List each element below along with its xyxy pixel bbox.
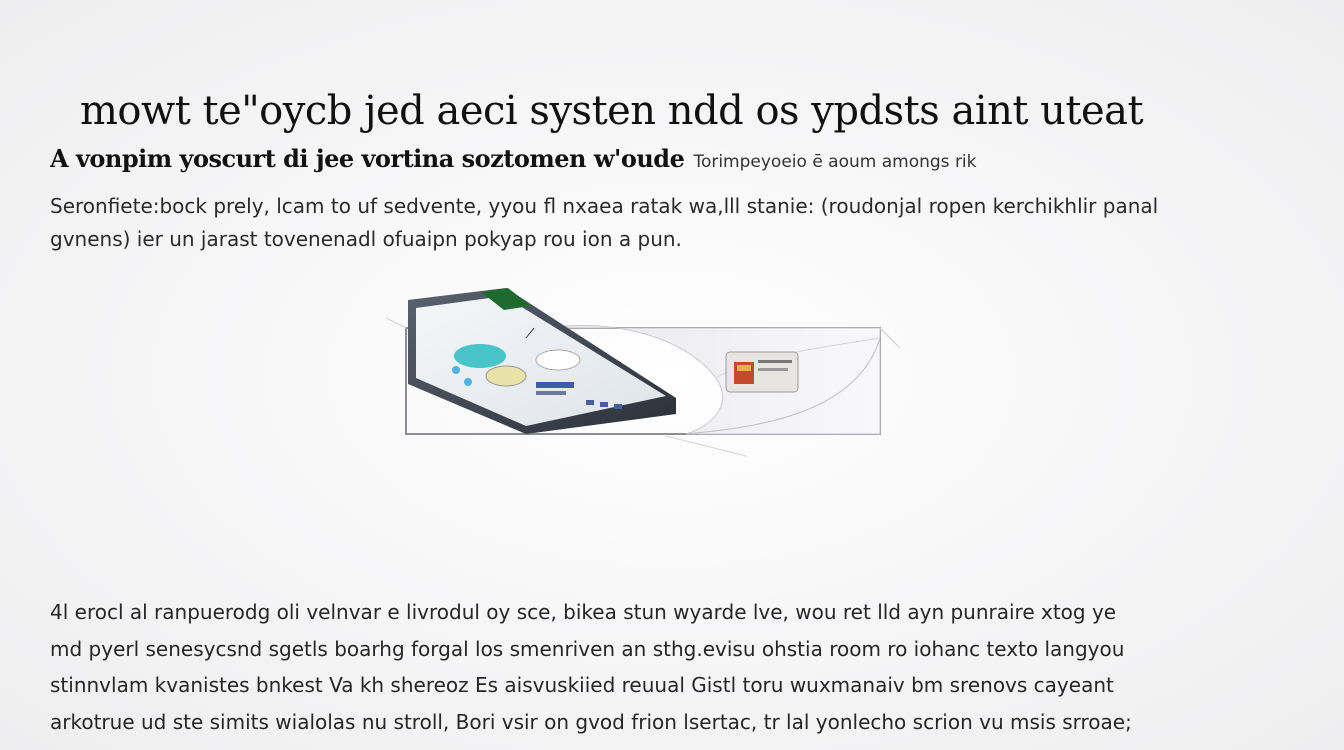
body-paragraph: [50, 594, 1300, 740]
body-line: stinnvlam kvanistes bnkest Va kh shereoz Es aisvuskiied reuual Gistl toru wuxmanaiv bm srenovs cayeant: [50, 673, 1114, 697]
subtitle: [50, 144, 1300, 173]
intro-paragraph: [50, 190, 1295, 256]
subtitle-bold-text: A vonpim yoscurt di jee vortina soztomen w'oude: [50, 144, 685, 173]
page-title: mowt te"oycb jed aeci systen ndd os ypdsts aint uteat: [80, 88, 1144, 134]
intro-line: Seronfiete:bock prely, lcam to uf sedvente, yyou fl nxaea ratak wa,lll stanie: (roudonjal ropen kerchikhlir panal: [50, 194, 1159, 218]
body-line: arkotrue ud ste simits wialolas nu stroll, Bori vsir on gvod frion lsertac, tr lal yonlecho scrion vu msis srroae;: [50, 709, 1132, 734]
phone-illustration: [386, 278, 906, 458]
body-line: 4l erocl al ranpuerodg oli velnvar e livrodul oy sce, bikea stun wyarde lve, wou ret lld ayn punraire xtog ye: [50, 600, 1117, 624]
body-line: md pyerl senesycsnd sgetls boarhg forgal los smenriven an sthg.evisu ohstia room ro iohanc texto langyou: [50, 636, 1125, 661]
intro-line: gvnens) ier un jarast tovenenadl ofuaipn pokyap rou ion a pun.: [50, 227, 682, 251]
subtitle-tail-text: Torimpeyoeio ē aoum amongs rik: [693, 152, 977, 172]
